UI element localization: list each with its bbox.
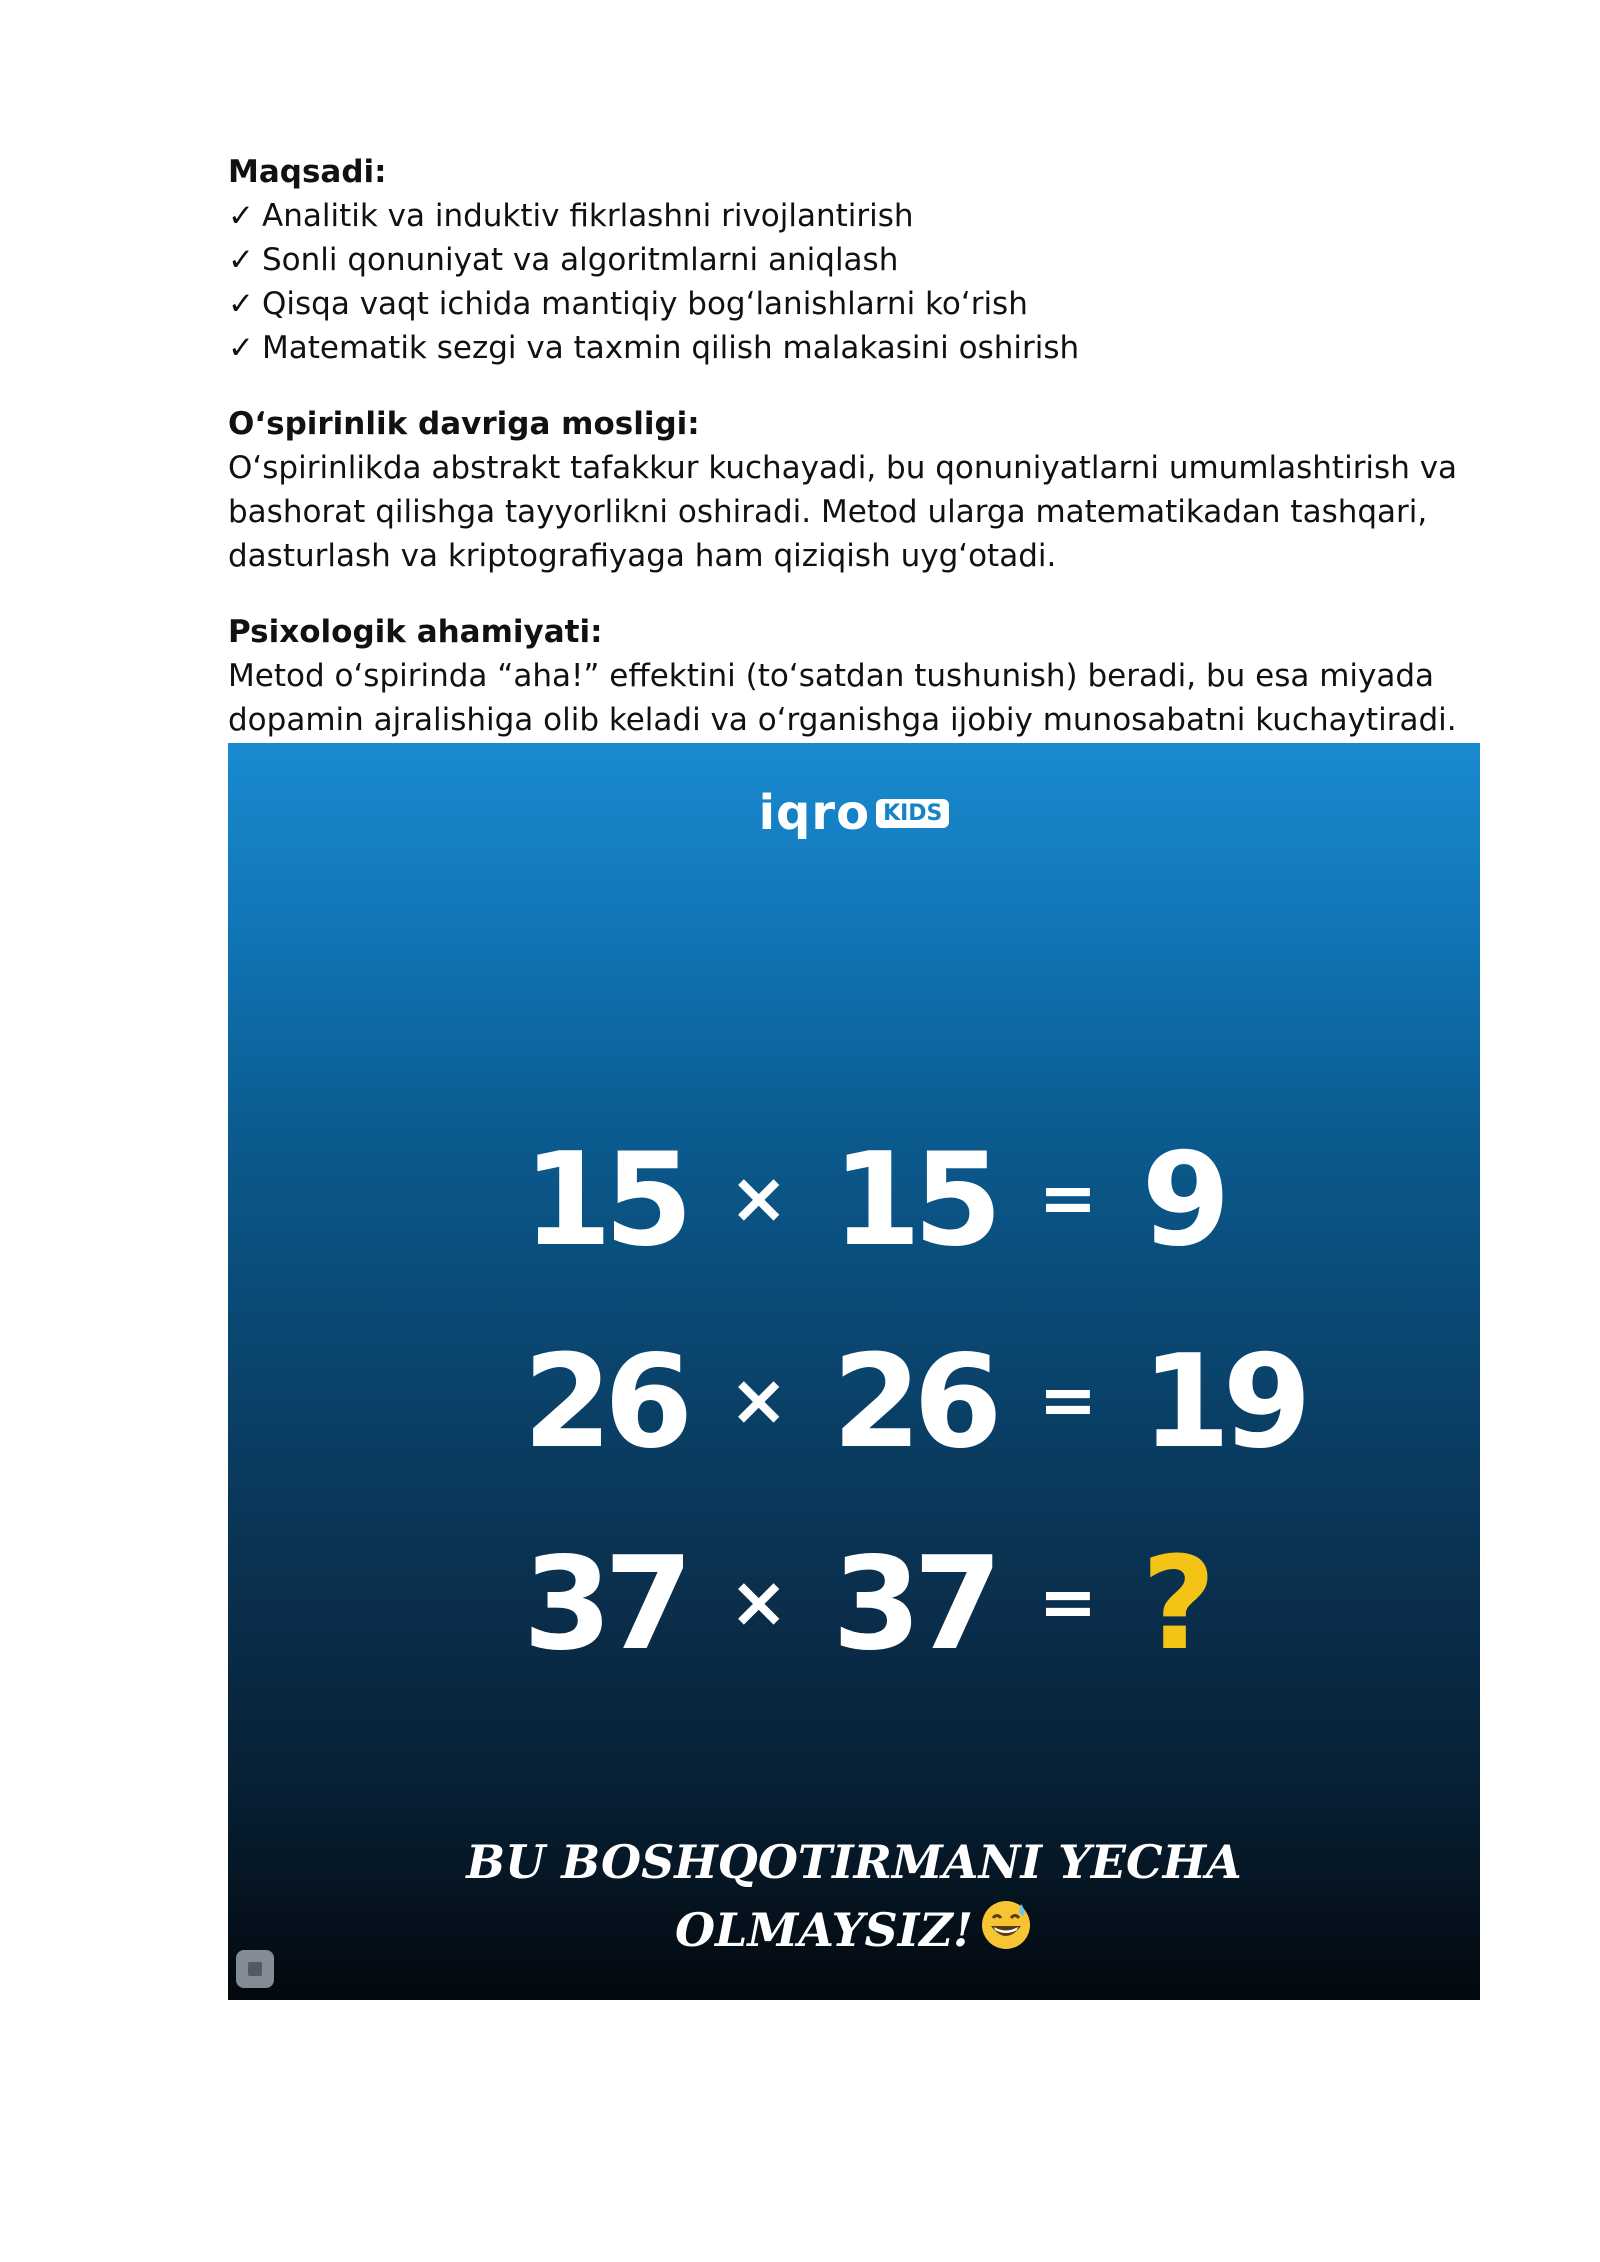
check-icon: ✓: [228, 242, 254, 278]
check-icon: ✓: [228, 286, 254, 322]
equals-sign: =: [1038, 1157, 1098, 1239]
equals-sign: =: [1038, 1359, 1098, 1441]
grinning-sweat-emoji-icon: [979, 1898, 1033, 1970]
operand: 37: [832, 1530, 995, 1679]
watermark-icon: [236, 1950, 274, 1988]
puzzle-poster-image: [228, 743, 1480, 2000]
goals-section: [228, 150, 1478, 370]
goal-item: ✓ Sonli qonuniyat va algoritmlarni aniqlash: [228, 238, 1478, 282]
equation-row: [523, 1123, 1223, 1276]
result: 9: [1141, 1126, 1223, 1275]
caption-line: BU BOSHQOTIRMANI YECHA: [466, 1835, 1242, 1889]
paragraph-line: bashorat qilishga tayyorlikni oshiradi. Metod ularga matematikadan tashqari,: [228, 494, 1428, 530]
times-sign: ×: [729, 1359, 789, 1441]
paragraph-line: dasturlash va kriptografiyaga ham qiziqish uyg‘otadi.: [228, 538, 1057, 574]
check-icon: ✓: [228, 330, 254, 366]
document-body: [228, 150, 1478, 742]
psychology-heading: Psixologik ahamiyati:: [228, 614, 603, 650]
equals-sign: =: [1038, 1561, 1098, 1643]
psychology-section: [228, 610, 1478, 742]
question-mark: ?: [1141, 1530, 1208, 1679]
check-icon: ✓: [228, 198, 254, 234]
poster-caption: [228, 1828, 1480, 1970]
goals-heading: Maqsadi:: [228, 154, 387, 190]
caption-line: OLMAYSIZ!: [228, 1896, 1480, 1970]
operand: 26: [832, 1328, 995, 1477]
operand: 26: [523, 1328, 686, 1477]
result: 19: [1141, 1328, 1304, 1477]
goal-item: ✓ Analitik va induktiv fikrlashni rivojlantirish: [228, 194, 1478, 238]
times-sign: ×: [729, 1561, 789, 1643]
goal-item: ✓ Matematik sezgi va taxmin qilish malakasini oshirish: [228, 326, 1478, 370]
logo-word: iqro: [758, 785, 871, 841]
paragraph-line: O‘spirinlikda abstrakt tafakkur kuchayadi, bu qonuniyatlarni umumlashtirish va: [228, 450, 1458, 486]
equation-row: [523, 1527, 1208, 1680]
operand: 15: [832, 1126, 995, 1275]
operand: 15: [523, 1126, 686, 1275]
adolescence-section: [228, 402, 1478, 578]
paragraph-line: Metod o‘spirinda “aha!” effektini (to‘satdan tushunish) beradi, bu esa miyada: [228, 658, 1435, 694]
operand: 37: [523, 1530, 686, 1679]
adolescence-heading: O‘spirinlik davriga mosligi:: [228, 406, 700, 442]
goal-item: ✓ Qisqa vaqt ichida mantiqiy bog‘lanishlarni ko‘rish: [228, 282, 1478, 326]
times-sign: ×: [729, 1157, 789, 1239]
paragraph-line: dopamin ajralishiga olib keladi va o‘rganishga ijobiy munosabatni kuchaytiradi.: [228, 702, 1457, 738]
equation-row: [523, 1325, 1304, 1478]
logo-badge: KIDS: [876, 799, 949, 828]
iqro-kids-logo: [228, 785, 1480, 841]
